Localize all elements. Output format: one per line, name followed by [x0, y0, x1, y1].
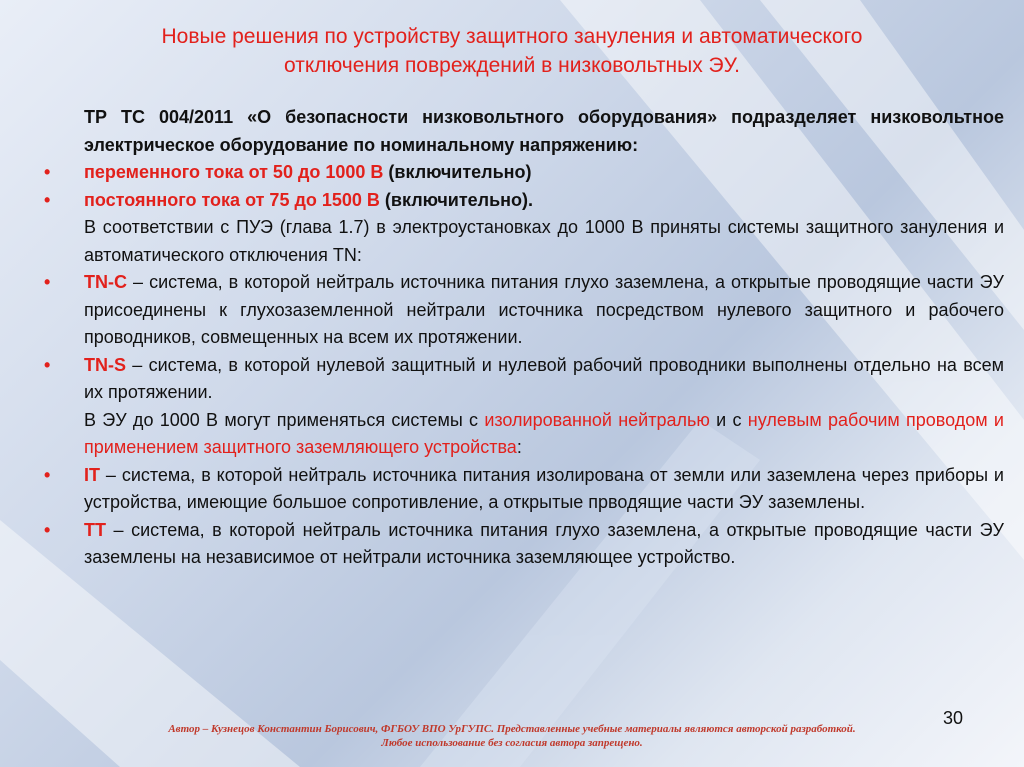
system-term-tn-c: TN-C: [84, 272, 127, 292]
isolated-text-1: В ЭУ до 1000 В могут применяться системы с: [84, 409, 485, 430]
system-desc-tn-s: – система, в которой нулевой защитный и нулевой рабочий проводники выполнены отдельно на всем их протяжении.: [84, 354, 1004, 402]
isolated-text-3: :: [516, 437, 522, 457]
system-term-it: IT: [84, 464, 100, 485]
system-term-tt: TT: [84, 519, 106, 540]
author-footer: [8, 722, 1016, 750]
system-item-it: [44, 462, 1004, 517]
isolated-neutral-paragraph: [44, 407, 1004, 462]
isolated-neutral-highlight: изолированной нейтралью: [484, 409, 710, 430]
footer-copyright-line: Любое использование без согласия автора запрещено.: [381, 737, 643, 749]
voltage-ac-note: (включительно): [383, 162, 532, 182]
voltage-dc-note: (включительно).: [379, 189, 534, 210]
pue-paragraph: В соответствии с ПУЭ (глава 1.7) в электроустановках до 1000 В приняты системы защитного зануления и автоматического отключения TN:: [84, 217, 1004, 265]
slide-title-line2: отключения повреждений в низковольтных ЭУ.: [283, 54, 741, 77]
system-item-tt: [44, 517, 1004, 572]
bullet-icon: •: [44, 272, 51, 292]
footer-author-line: Автор – Кузнецов Константин Борисович, ФГБОУ ВПО УрГУПС. Представленные учебные материалы являются авторской разработкой.: [168, 723, 856, 735]
isolated-text-2: и с: [709, 409, 748, 430]
page-number: 30: [943, 708, 964, 728]
bullet-icon: •: [44, 162, 51, 182]
system-desc-tt: – система, в которой нейтраль источника питания глухо заземлена, а открытые проводящие части ЭУ заземлены на независимое от нейтрали источника заземляющее устройство.: [84, 519, 1004, 567]
slide-title: [60, 22, 964, 80]
slide-content: [44, 104, 1004, 572]
slide-title-line1: Новые решения по устройству защитного зануления и автоматического: [161, 25, 863, 48]
bullet-icon: •: [44, 354, 51, 375]
system-term-tn-s: TN-S: [84, 354, 126, 375]
bullet-icon: •: [44, 189, 51, 210]
grounding-device-highlight: нулевым рабочим проводом и применением защитного заземляющего устройства: [84, 409, 1004, 457]
system-desc-tn-c: – система, в которой нейтраль источника питания глухо заземлена, а открытые проводящие части ЭУ присоединены к глухозаземленной нейтрали источника посредством нулевого защитного и рабочего проводников, совмещенных на всем их протяжении.: [84, 272, 1004, 347]
system-desc-it: – система, в которой нейтраль источника питания изолирована от земли или заземлена через приборы и устройства, имеющие большое сопротивление, а открытые прводящие части ЭУ заземлены.: [84, 464, 1004, 512]
voltage-item-dc: [44, 187, 1004, 215]
system-item-tn-c: [44, 269, 1004, 352]
bullet-icon: •: [44, 464, 51, 485]
system-item-tn-s: [44, 352, 1004, 407]
intro-paragraph: ТР ТС 004/2011 «О безопасности низковольтного оборудования» подразделяет низковольтное электрическое оборудование по номинальному напряжению:: [84, 107, 1004, 155]
voltage-ac-range: переменного тока от 50 до 1000 В: [84, 162, 384, 182]
voltage-item-ac: [44, 159, 1004, 187]
voltage-dc-range: постоянного тока от 75 до 1500 В: [84, 189, 380, 210]
bullet-icon: •: [44, 519, 51, 540]
